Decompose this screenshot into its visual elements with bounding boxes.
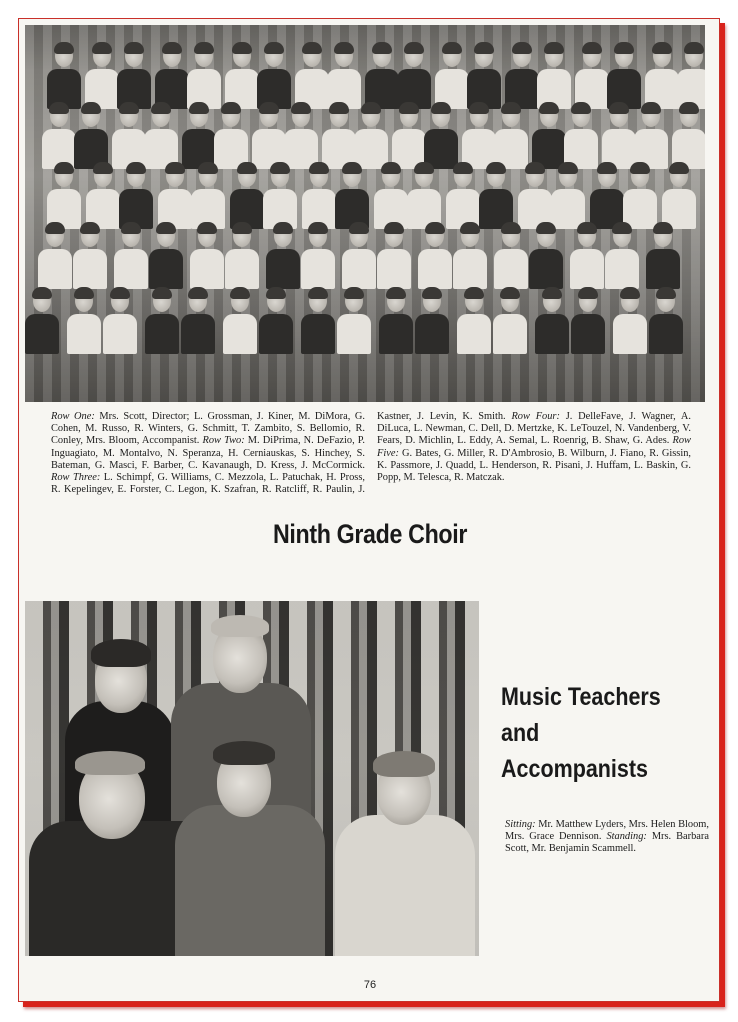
- row-one-label: Row One:: [51, 411, 95, 422]
- row-four-names: J. DelleFave, J. Wagner, A. DiLuca, L. Newman, C. Dell, D. Mertzke, K. LeTouzel, N. Vandenberg, V. Fears, D. Michlin, L. Eddy, A. Semal, L. Roenrig, B. Shaw, G. Ades.: [377, 411, 692, 447]
- standing-label: Standing:: [606, 831, 647, 843]
- teachers-photo: [25, 601, 479, 956]
- page-number: 76: [363, 979, 377, 991]
- sitting-label: Sitting:: [505, 819, 536, 830]
- teachers-title-line-2: and: [501, 719, 540, 747]
- choir-group-photo: [25, 25, 705, 402]
- sitting-names: Mr. Matthew Lyders, Mrs. Helen Bloom, Mrs. Grace Dennison.: [505, 819, 709, 843]
- teachers-caption: [505, 819, 709, 856]
- standing-names: Mrs. Barbara Scott, Mr. Benjamin Scammell.: [505, 831, 709, 855]
- row-four-label: Row Four:: [511, 411, 560, 422]
- teachers-title-line-3: Accompanists: [501, 755, 648, 783]
- row-two-label: Row Two:: [202, 435, 245, 447]
- row-two-names: M. DiPrima, N. DeFazio, P. Inguagiato, M. Montalvo, N. Speranza, H. Cerniauskas, S. Hinchey, S. Bateman, G. Masci, F. Barber, C. Kavanaugh, D. Kress, J. McCormick.: [51, 435, 365, 471]
- row-one-names: Mrs. Scott, Director; L. Grossman, J. Kiner, M. DiMora, G. Cohen, M. Russo, R. Winters, G. Schmitt, T. Zambito, S. Bellomio, R. Conley, Mrs. Bloom, Accompanist.: [51, 411, 365, 447]
- teachers-title: [501, 679, 711, 787]
- row-five-label: Row Five:: [377, 435, 691, 459]
- choir-caption: [51, 411, 691, 496]
- row-five-names: G. Bates, G. Miller, R. D'Ambrosio, B. Wilburn, J. Fiano, R. Gissin, K. Passmore, J. Quadd, L. Henderson, R. Pisani, J. Huffam, L. Baskin, G. Popp, M. Telesca, R. Matczak.: [377, 447, 691, 484]
- row-three-names: L. Schimpf, G. Williams, C. Mezzola, L. Patuchak, H. Pross, R. Kepelingev, E. Forster, C. Legon, K. Szafran, R. Ratcliff, R. Paulin, J. Kastner, J. Levin, K. Smith.: [51, 411, 506, 496]
- yearbook-page: [18, 18, 720, 1002]
- teachers-title-line-1: Music Teachers: [501, 683, 661, 711]
- row-three-label: Row Three:: [51, 472, 101, 484]
- choir-title: Ninth Grade Choir: [272, 519, 468, 549]
